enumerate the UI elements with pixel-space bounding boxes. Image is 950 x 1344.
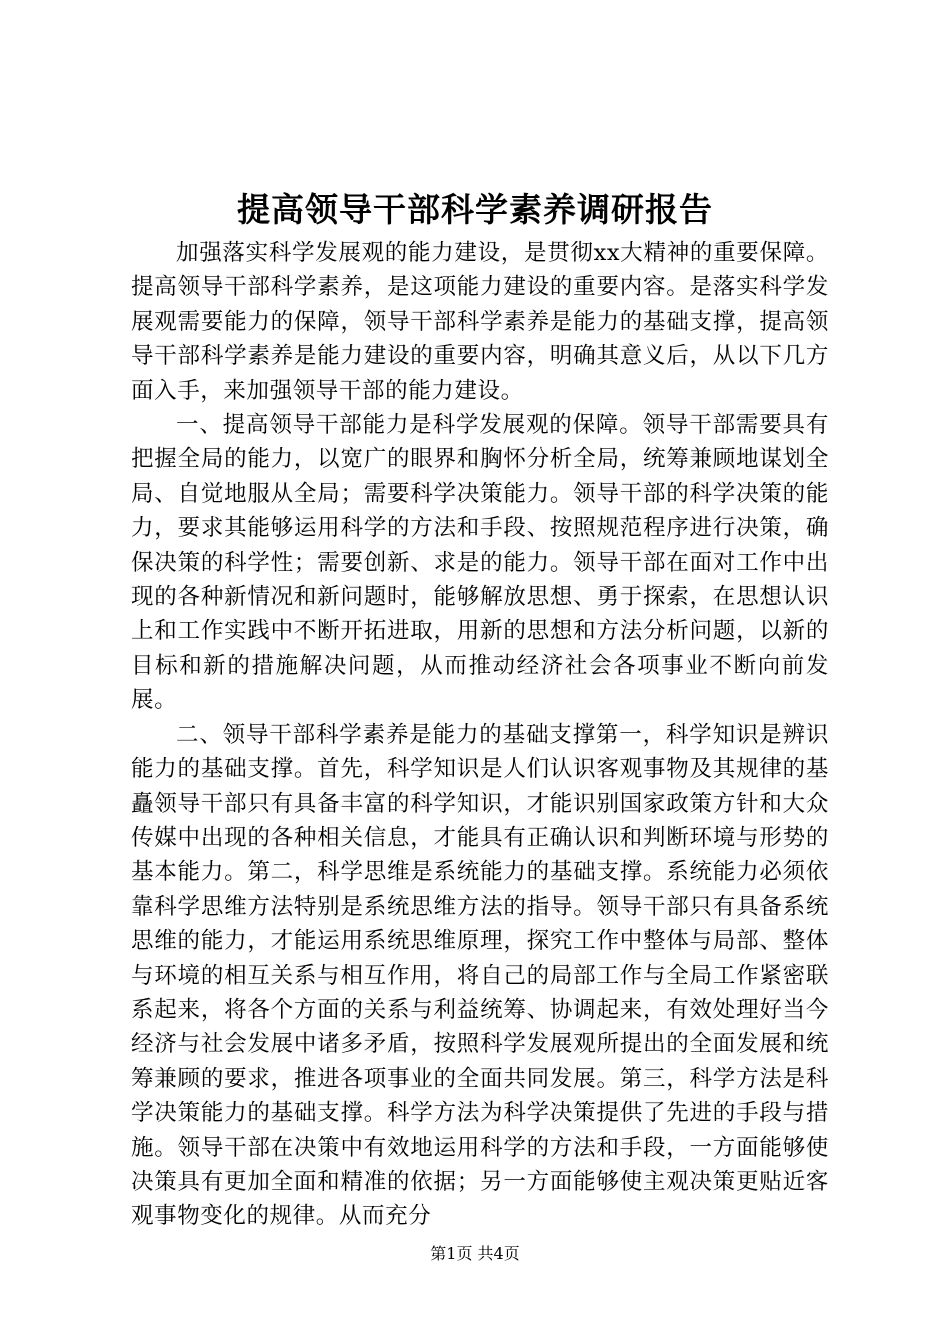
paragraph-intro: 加强落实科学发展观的能力建设，是贯彻xx大精神的重要保障。提高领导干部科学素养，是这项能力建设的重要内容。是落实科学发展观需要能力的保障，领导干部科学素养是能力的基础支撑，提高领导干部科学素养是能力建设的重要内容，明确其意义后，从以下几方面入手，来加强领导干部的能力建设。 <box>131 240 829 404</box>
paragraph-section-two: 二、领导干部科学素养是能力的基础支撑第一，科学知识是辨识能力的基础支撑。首先，科学知识是人们认识客观事物及其规律的基矗领导干部只有具备丰富的科学知识，才能识别国家政策方针和大众传媒中出现的各种相关信息，才能具有正确认识和判断环境与形势的基本能力。第二，科学思维是系统能力的基础支撑。系统能力必须依靠科学思维方法特别是系统思维方法的指导。领导干部只有具备系统思维的能力，才能运用系统思维原理，探究工作中整体与局部、整体与环境的相互关系与相互作用，将自己的局部工作与全局工作紧密联系起来，将各个方面的关系与利益统筹、协调起来，有效处理好当今经济与社会发展中诸多矛盾，按照科学发展观所提出的全面发展和统筹兼顾的要求，推进各项事业的全面共同发展。第三，科学方法是科学决策能力的基础支撑。科学方法为科学决策提供了先进的手段与措施。领导干部在决策中有效地运用科学的方法和手段，一方面能够使决策具有更加全面和精准的依据；另一方面能够使主观决策更贴近客观事物变化的规律。从而充分 <box>131 721 829 1230</box>
page-number-footer: 第1页 共4页 <box>430 1244 520 1263</box>
document-title: 提高领导干部科学素养调研报告 <box>237 190 713 229</box>
paragraph-section-one: 一、提高领导干部能力是科学发展观的保障。领导干部需要具有把握全局的能力，以宽广的眼界和胸怀分析全局，统筹兼顾地谋划全局、自觉地服从全局；需要科学决策能力。领导干部的科学决策的能力，要求其能够运用科学的方法和手段、按照规范程序进行决策，确保决策的科学性；需要创新、求是的能力。领导干部在面对工作中出现的各种新情况和新问题时，能够解放思想、勇于探索，在思想认识上和工作实践中不断开拓进取，用新的思想和方法分析问题，以新的目标和新的措施解决问题，从而推动经济社会各项事业不断向前发展。 <box>131 412 829 714</box>
document-body <box>131 236 829 1234</box>
